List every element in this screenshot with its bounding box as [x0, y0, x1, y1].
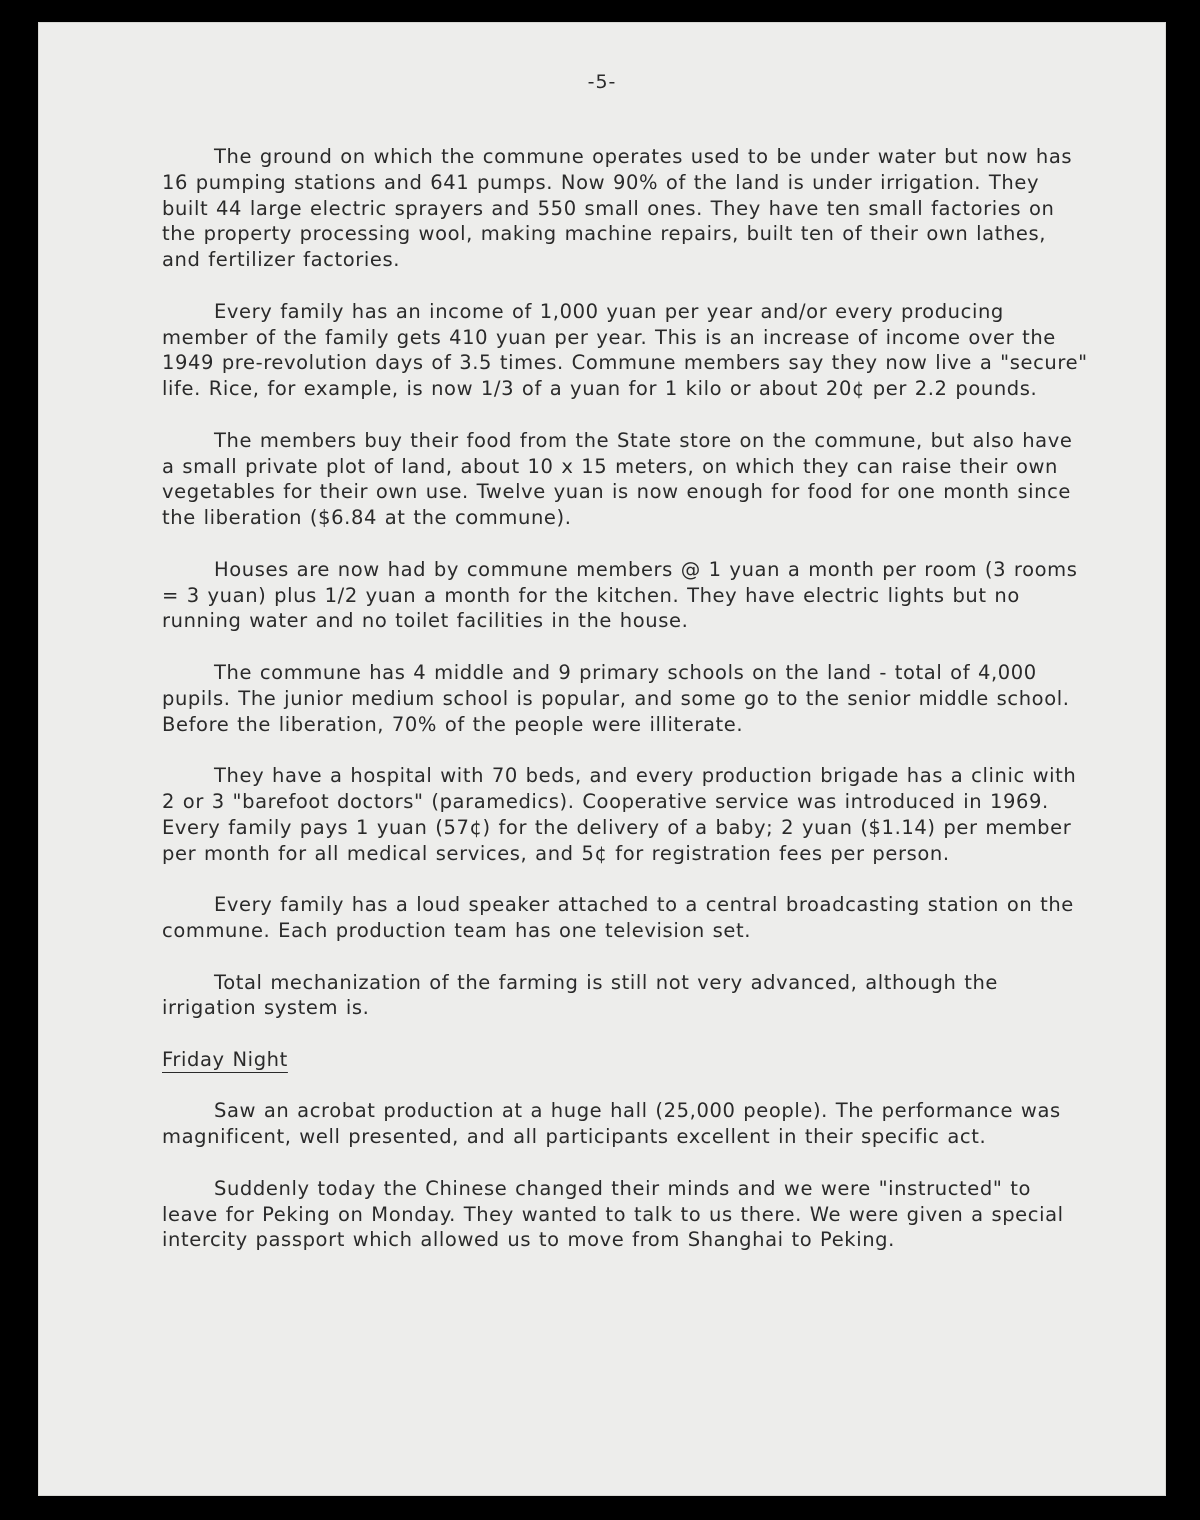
paragraph: Every family has an income of 1,000 yuan per year and/or every producing member of the family gets 410 yuan per year. This is an increase of income over the 1949 pre-revolution days of 3.5 times. Commune members say they now live a "secure" life. Rice, for example, is now 1/3 of a yuan for 1 kilo or about 20¢ per 2.2 pounds.: [162, 299, 1088, 401]
paragraph: The commune has 4 middle and 9 primary schools on the land - total of 4,000 pupils. The junior medium school is popular, and some go to the senior middle school. Before the liberation, 70% of the people were illiterate.: [162, 660, 1070, 736]
document-page: [38, 22, 1166, 1496]
paragraph: The members buy their food from the State store on the commune, but also have a small private plot of land, about 10 x 15 meters, on which they can raise their own vegetables for their own use. Twelve yuan is now enough for food for one month since the liberation ($6.84 at the commune).: [162, 428, 1073, 530]
paragraph: They have a hospital with 70 beds, and every production brigade has a clinic with 2 or 3 "barefoot doctors" (paramedics). Cooperative service was introduced in 1969. Every family pays 1 yuan (57¢) for the delivery of a baby; 2 yuan ($1.14) per member per month for all medical services, and 5¢ for registration fees per person.: [162, 764, 1077, 865]
section-heading-container: [162, 1047, 1092, 1073]
document-body: [162, 144, 1092, 1279]
paragraph: The ground on which the commune operates used to be under water but now has 16 pumping stations and 641 pumps. Now 90% of the land is under irrigation. They built 44 large electric sprayers and 550 small ones. They have ten small factories on the property processing wool, making machine repairs, built ten of their own lathes, and fertilizer factories.: [162, 145, 1073, 272]
paragraph: Saw an acrobat production at a huge hall (25,000 people). The performance was magnificent, well presented, and all participants excellent in their specific act.: [162, 1099, 1061, 1149]
paragraph: Every family has a loud speaker attached to a central broadcasting station on the commune. Each production team has one television set.: [162, 893, 1074, 942]
paragraph: Suddenly today the Chinese changed their minds and we were "instructed" to leave for Peking on Monday. They wanted to talk to us there. We were given a special intercity passport which allowed us to move from Shanghai to Peking.: [162, 1176, 1064, 1252]
paragraph: Total mechanization of the farming is still not very advanced, although the irrigation system is.: [162, 970, 999, 1020]
paragraph: Houses are now had by commune members @ 1 yuan a month per room (3 rooms = 3 yuan) plus 1/2 yuan a month for the kitchen. They have electric lights but no running water and no toilet facilities in the house.: [162, 557, 1078, 633]
section-heading: Friday Night: [162, 1047, 288, 1071]
page-number: -5-: [587, 71, 617, 93]
